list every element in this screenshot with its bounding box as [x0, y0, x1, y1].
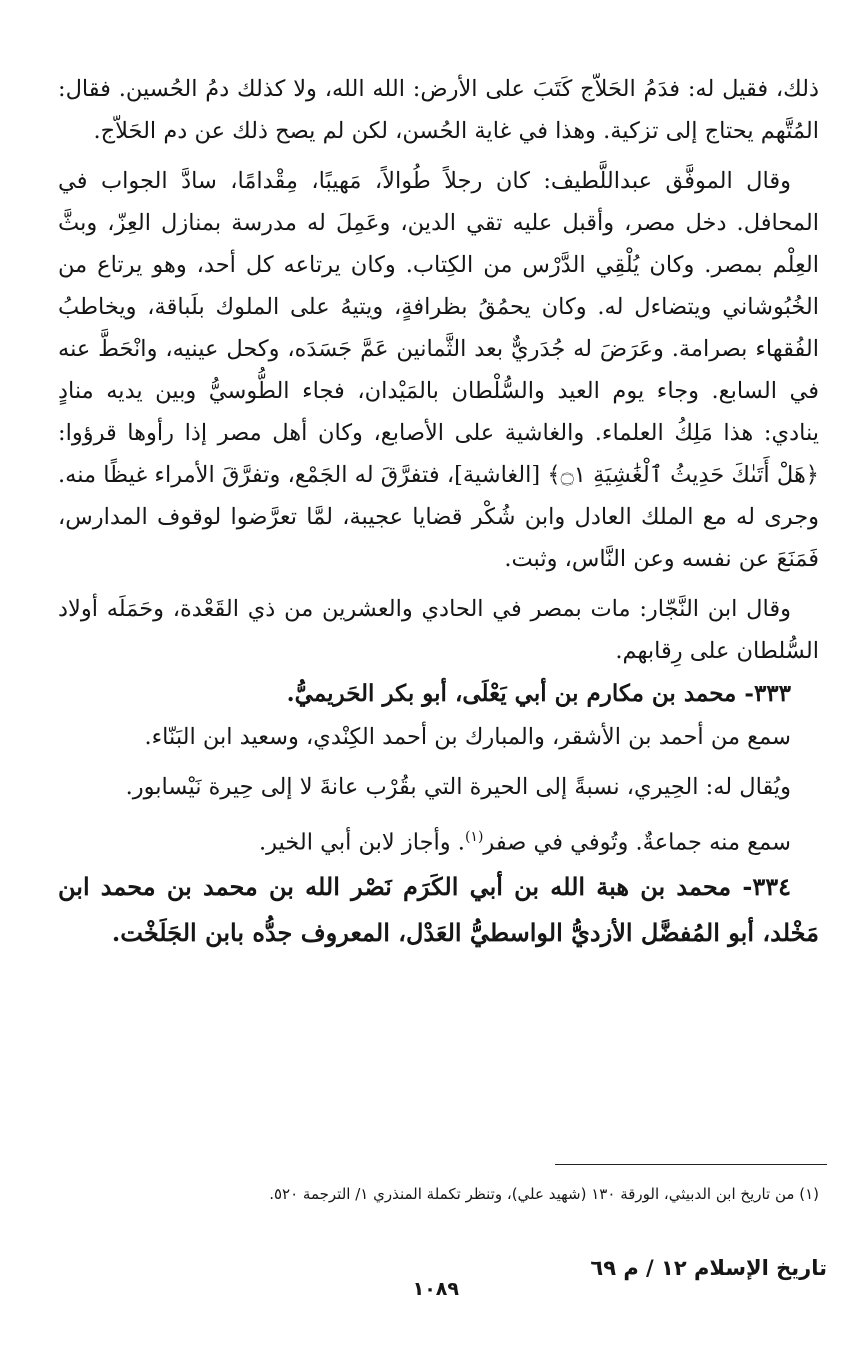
paragraph-6: [58, 816, 819, 864]
running-title: تاريخ الإسلام ١٢ / م ٦٩: [590, 1256, 827, 1280]
paragraph-2-text-b: [الغاشية]، فتفرَّقَ له الجَمْع، وتفرَّقَ الأمراء غيظًا منه. وجرى له مع الملك العادل وابن شُكْر قضايا عجيبة، لمَّا تعرَّضوا لوقوف المدارس، فَمَنَعَ عن نفسه وعن النَّاس، وثبت.: [58, 462, 819, 572]
page-footer: [58, 1256, 827, 1300]
paragraph-2-text-a: وقال الموفَّق عبداللَّطيف: كان رجلاً طُوالاً، مَهيبًا، مِقْدامًا، سادَّ الجواب في المحافل. دخل مصر، وأقبل عليه تقي الدين، وعَمِلَ له مدرسة بمنازل العِزّ، وبثَّ العِلْم بمصر. وكان يُلْقِي الدَّرْس من الكِتاب. وكان يرتاعه كل أحد، وهو يرتاع من الخُبُوشاني ويتضاءل له. وكان يحمُقُ بظرافةٍ، ويتيهُ على الملوك بلَباقة، ويخاطبُ الفُقهاء بصرامة. وعَرَضَ له جُدَريٌّ بعد الثَّمانين عَمَّ جَسَدَه، وكحل عينيه، وانْحَطَّ عنه في السابع. وجاء يوم العيد والسُّلْطان بالمَيْدان، فجاء الطُّوسيُّ وبين يديه منادٍ ينادي: هذا مَلِكُ العلماء. والغاشية على الأصابع، وكان أهل مصر إذا رأوها قرؤوا:: [58, 168, 819, 446]
paragraph-5: ويُقال له: الحِيري، نسبةً إلى الحيرة التي بقُرْب عانةَ لا إلى حِيرة نَيْسابور.: [125, 774, 791, 800]
footnote-1: (١) من تاريخ ابن الدبيثي، الورقة ١٣٠ (شهيد علي)، وتنظر تكملة المنذري ١/ الترجمة ٥٢٠.: [269, 1185, 819, 1203]
paragraph-3: وقال ابن النَّجّار: مات بمصر في الحادي والعشرين من ذي القَعْدة، وحَمَلَه أولاد السُّلطان على رِقابهم.: [58, 596, 819, 664]
paragraph-4: سمع من أحمد بن الأشقر، والمبارك بن أحمد الكِنْدي، وسعيد ابن البَنّاء.: [144, 724, 791, 750]
entry-heading-333: ٣٣٣- محمد بن مكارم بن أبي يَعْلَى، أبو بكر الحَريميُّ.: [286, 680, 791, 707]
paragraph-6-text-b: . وأجاز لابن أبي الخير.: [258, 829, 465, 856]
paragraph-6-text-a: سمع منه جماعةٌ. وتُوفي في صفر: [483, 829, 791, 856]
footnote-divider: [555, 1164, 827, 1165]
page-number: ١٠٨٩: [412, 1278, 459, 1300]
entry-heading-334: ٣٣٤- محمد بن هبة الله بن أبي الكَرَم نَصْر الله بن محمد بن محمد ابن مَخْلد، أبو المُفضَّل الأزديُّ الواسطيُّ العَدْل، المعروف جدُّه بابن الجَلَخْت.: [58, 871, 819, 947]
paragraph-2: [58, 160, 819, 580]
quran-verse: ﴿هَلْ أَتَىٰكَ حَدِيثُ ٱلْغَٰشِيَةِ ۝١﴾: [547, 462, 819, 488]
footnote-reference: (١): [464, 829, 484, 845]
paragraph-1: ذلك، فقيل له: فدَمُ الحَلاّج كَتَبَ على الأرض: الله الله، ولا كذلك دمُ الحُسين. فقال: المُتَّهم يحتاج إلى تزكية. وهذا في غاية الحُسن، لكن لم يصح ذلك عن دم الحَلاّج.: [58, 76, 819, 144]
